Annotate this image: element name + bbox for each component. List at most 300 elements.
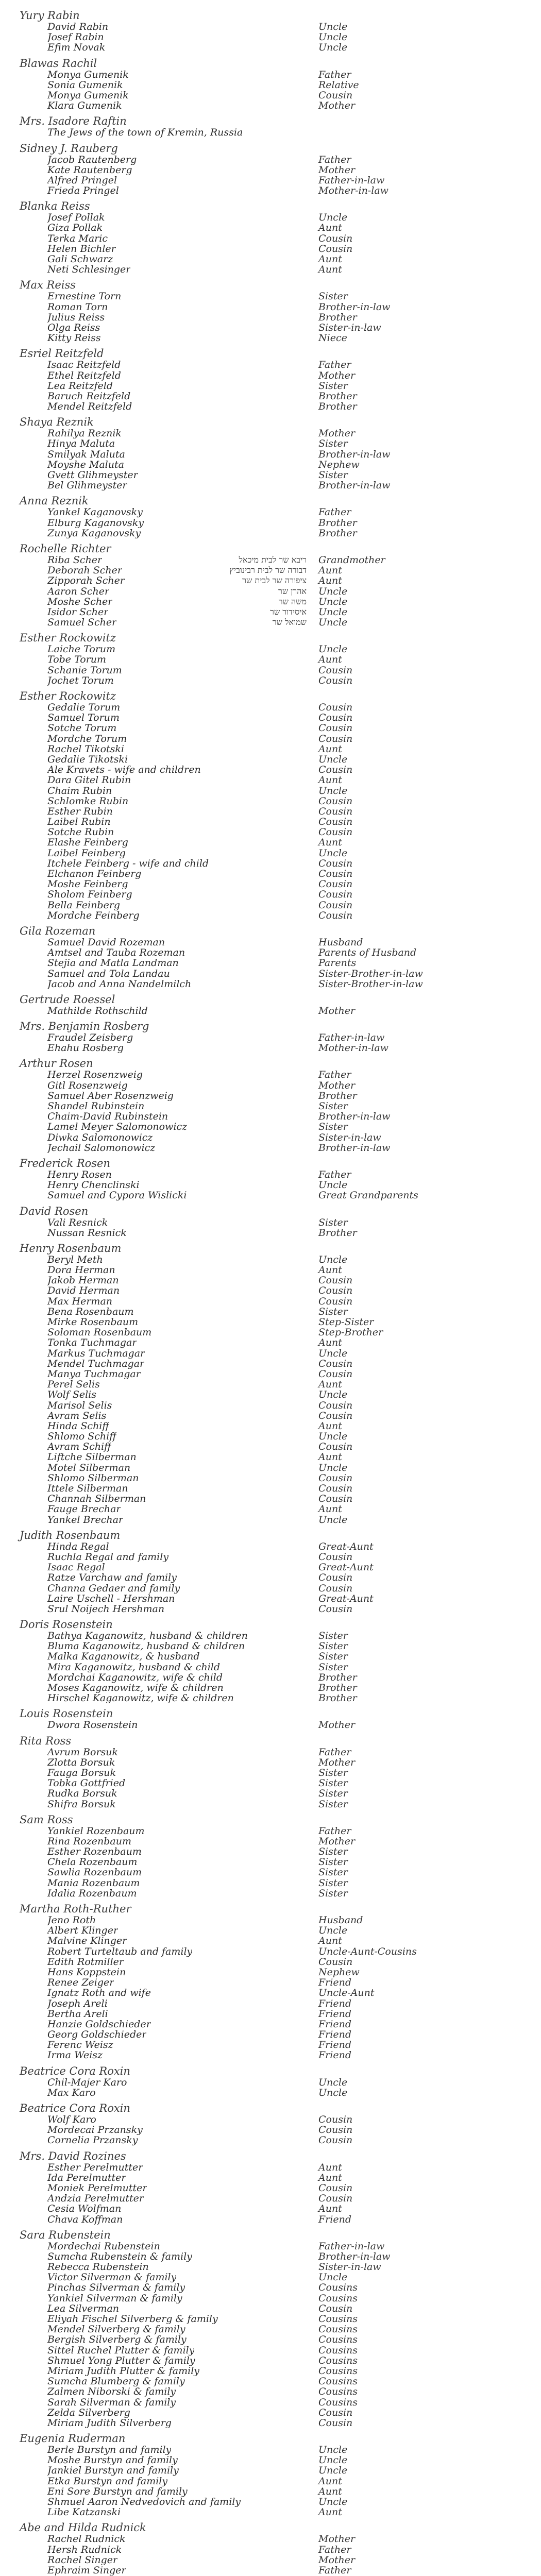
memorial-entry xyxy=(0,254,541,264)
victim-name: The Jews of the town of Kremin, Russia xyxy=(47,127,243,138)
memorial-entry xyxy=(0,1662,541,1672)
memorial-entry xyxy=(0,1389,541,1400)
victim-name: Hinda Regal xyxy=(47,1541,109,1552)
memorial-entry xyxy=(0,744,541,754)
relationship: Cousin xyxy=(318,243,353,255)
relationship: Uncle xyxy=(318,2087,348,2098)
relationship: Uncle xyxy=(318,2076,348,2088)
relationship: Aunt xyxy=(318,565,342,577)
donor-name: Anna Reznik xyxy=(20,495,89,507)
relationship: Cousin xyxy=(318,1441,353,1453)
relationship: Brother-in-law xyxy=(318,2250,391,2262)
victim-name: Moshe Scher xyxy=(47,596,113,607)
victim-name: Zipporah Scher xyxy=(47,575,125,586)
memorial-entry xyxy=(0,127,541,138)
relationship: Uncle xyxy=(318,1347,348,1359)
memorial-entry xyxy=(0,312,541,323)
victim-name: Olga Reiss xyxy=(47,322,100,333)
relationship: Sister xyxy=(318,1798,348,1810)
victim-name: Bluma Kaganowitz, husband & children xyxy=(47,1641,245,1652)
relationship: Mother xyxy=(318,1756,356,1768)
donor-group xyxy=(0,925,541,989)
memorial-entry xyxy=(0,1421,541,1431)
relationship: Uncle xyxy=(318,2454,348,2466)
victim-name: Moniek Perelmutter xyxy=(47,2182,147,2194)
memorial-entry xyxy=(0,2204,541,2214)
relationship: Father xyxy=(318,69,351,80)
relationship: Aunt xyxy=(318,1451,342,1463)
memorial-entry xyxy=(0,2565,541,2575)
victim-name: Sotche Torum xyxy=(47,723,117,734)
victim-name: Rebecca Rubenstein xyxy=(47,2262,149,2273)
relationship: Father xyxy=(318,1825,351,1837)
memorial-entry xyxy=(0,723,541,733)
victim-name: Sittel Ruchel Plutter & family xyxy=(47,2345,195,2355)
relationship: Brother-in-law xyxy=(318,448,391,460)
memorial-entry xyxy=(0,1111,541,1122)
victim-name: Mendel Reitzfeld xyxy=(47,401,132,412)
victim-name: Ruchla Regal and family xyxy=(47,1551,169,1563)
donor-name: Henry Rosenbaum xyxy=(20,1242,122,1255)
memorial-entry xyxy=(0,1442,541,1452)
memorial-entry xyxy=(0,937,541,947)
donor-group xyxy=(0,1529,541,1614)
victim-name: Malka Kaganowitz, & husband xyxy=(47,1651,200,1662)
relationship: Friend xyxy=(318,1977,351,1989)
relationship: Uncle-Aunt-Cousins xyxy=(318,1945,417,1957)
victim-name: Victor Silverman & family xyxy=(47,2272,177,2283)
relationship: Cousin xyxy=(318,674,353,686)
victim-name: Pinchas Silverman & family xyxy=(47,2282,185,2293)
memorial-entry xyxy=(0,1452,541,1462)
victim-name: Lea Reitzfeld xyxy=(47,380,113,391)
victim-name: Jakob Herman xyxy=(47,1275,119,1286)
relationship: Father xyxy=(318,2564,351,2576)
memorial-entry xyxy=(0,1080,541,1091)
victim-name: Samuel Scher xyxy=(47,617,117,628)
memorial-entry xyxy=(0,665,541,675)
memorial-entry xyxy=(0,1504,541,1514)
relationship: Mother xyxy=(318,164,356,176)
hebrew-name: ריבא שר לבית מיכאל xyxy=(239,554,307,565)
victim-name: Mordche Feinberg xyxy=(47,910,140,921)
relationship: Mother xyxy=(318,1005,356,1016)
victim-name: Ehahu Rosberg xyxy=(47,1043,124,1054)
relationship: Mother xyxy=(318,1835,356,1847)
relationship: Cousin xyxy=(318,889,353,901)
relationship: Mother-in-law xyxy=(318,185,388,197)
victim-name: Isaac Regal xyxy=(47,1562,105,1573)
relationship: Brother xyxy=(318,1090,357,1101)
donor-group xyxy=(0,1814,541,1899)
victim-name: Chil-Majer Karo xyxy=(47,2077,127,2088)
hebrew-name: משה שר xyxy=(278,596,307,606)
victim-name: Mendel Tuchmagar xyxy=(47,1358,145,1369)
victim-name: Gali Schwarz xyxy=(47,254,113,265)
victim-name: Ida Perelmutter xyxy=(47,2172,126,2183)
victim-name: Srul Noijech Hershman xyxy=(47,1603,165,1615)
relationship: Uncle xyxy=(318,785,348,796)
donor-group xyxy=(0,1242,541,1525)
relationship: Cousin xyxy=(318,1472,353,1484)
victim-name: Wolf Karo xyxy=(47,2114,96,2125)
memorial-entry xyxy=(0,2262,541,2272)
relationship: Uncle xyxy=(318,643,348,655)
memorial-entry xyxy=(0,1925,541,1936)
relationship: Uncle xyxy=(318,2272,348,2283)
relationship: Husband xyxy=(318,936,363,948)
memorial-entry xyxy=(0,1747,541,1757)
relationship: Great-Aunt xyxy=(318,1592,374,1604)
memorial-entry xyxy=(0,2293,541,2303)
memorial-entry xyxy=(0,2029,541,2040)
relationship: Uncle xyxy=(318,847,348,859)
donor-group xyxy=(0,1157,541,1201)
relationship: Aunt xyxy=(318,774,342,786)
victim-name: Mordchai Kaganowitz, wife & child xyxy=(47,1672,223,1683)
victim-name: Smilyak Maluta xyxy=(47,449,125,460)
donor-group xyxy=(0,495,541,538)
victim-name: Rachel Tikotski xyxy=(47,743,124,754)
memorial-entry xyxy=(0,2272,541,2282)
victim-name: Efim Novak xyxy=(47,42,106,53)
memorial-entry xyxy=(0,1473,541,1483)
memorial-entry xyxy=(0,1541,541,1552)
victim-name: Max Karo xyxy=(47,2087,96,2098)
victim-name: Irma Weisz xyxy=(47,2050,103,2061)
relationship: Uncle xyxy=(318,212,348,224)
victim-name: Sumcha Blumberg & family xyxy=(47,2376,185,2387)
relationship: Sister xyxy=(318,1121,348,1133)
relationship: Cousins xyxy=(318,2354,358,2366)
memorial-entry xyxy=(0,2376,541,2386)
victim-name: Zunya Kaganovsky xyxy=(47,528,141,538)
victim-name: Ale Kravets - wife and children xyxy=(47,765,201,775)
victim-name: Shlomo Silberman xyxy=(47,1472,139,1484)
relationship: Father-in-law xyxy=(318,1032,385,1044)
victim-name: Alfred Pringel xyxy=(47,175,117,186)
relationship: Cousin xyxy=(318,816,353,828)
victim-name: Bertha Areli xyxy=(47,2008,108,2019)
victim-name: Hirschel Kaganowitz, wife & children xyxy=(47,1693,234,1704)
relationship: Cousin xyxy=(318,1399,353,1411)
donor-group xyxy=(0,1735,541,1809)
memorial-entry xyxy=(0,1572,541,1583)
victim-name: Avrum Borsuk xyxy=(47,1747,119,1757)
victim-name: Liftche Silberman xyxy=(47,1452,137,1463)
victim-name: Chela Rozenbaum xyxy=(47,1857,138,1868)
relationship: Cousin xyxy=(318,1295,353,1307)
relationship: Friend xyxy=(318,2039,351,2051)
victim-name: Libe Katzanski xyxy=(47,2507,121,2518)
victim-name: Miriam Judith Silverberg xyxy=(47,2417,172,2429)
victim-name: Terka Maric xyxy=(47,233,108,244)
victim-name: Deborah Scher xyxy=(47,565,122,576)
donor-group xyxy=(0,2521,541,2576)
hebrew-name: שמואל שר xyxy=(272,617,307,628)
memorial-entry xyxy=(0,449,541,460)
relationship: Uncle xyxy=(318,2496,348,2507)
relationship: Aunt xyxy=(318,654,342,666)
donor-name: Sara Rubenstein xyxy=(20,2228,111,2241)
relationship: Cousin xyxy=(318,878,353,890)
donor-name: Esriel Reitzfeld xyxy=(20,347,104,360)
victim-name: Samuel Torum xyxy=(47,713,120,723)
relationship: Mother xyxy=(318,369,356,381)
memorial-entry xyxy=(0,212,541,223)
relationship: Aunt xyxy=(318,1935,342,1947)
memorial-entry xyxy=(0,734,541,744)
relationship: Sister xyxy=(318,1216,348,1228)
relationship: Uncle xyxy=(318,1514,348,1526)
relationship: Brother xyxy=(318,1692,357,1704)
relationship: Grandmother xyxy=(318,554,385,566)
donor-name: Yury Rabin xyxy=(20,9,80,22)
relationship: Parents xyxy=(318,957,357,969)
memorial-entry xyxy=(0,1285,541,1296)
relationship: Aunt xyxy=(318,1503,342,1515)
relationship: Uncle xyxy=(318,1179,348,1191)
relationship: Cousin xyxy=(318,1956,353,1968)
relationship: Sister-in-law xyxy=(318,1131,381,1143)
donor-name: Gila Rozeman xyxy=(20,924,96,937)
memorial-entry xyxy=(0,90,541,100)
relationship: Sister xyxy=(318,1788,348,1800)
victim-name: Jankiel Burstyn and family xyxy=(47,2465,179,2476)
donor-group xyxy=(0,632,541,686)
victim-name: Chaim-David Rubinstein xyxy=(47,1111,168,1122)
victim-name: Shmuel Yong Plutter & family xyxy=(47,2355,195,2366)
relationship: Cousin xyxy=(318,1603,353,1615)
memorial-entry xyxy=(0,2009,541,2019)
memorial-entry xyxy=(0,2135,541,2145)
relationship: Sister xyxy=(318,1100,348,1112)
relationship: Friend xyxy=(318,2029,351,2041)
relationship: Father xyxy=(318,154,351,165)
victim-name: Giza Pollak xyxy=(47,223,103,233)
memorial-entry xyxy=(0,1122,541,1132)
relationship: Sister xyxy=(318,1630,348,1642)
memorial-entry xyxy=(0,848,541,858)
relationship: Brother xyxy=(318,517,357,529)
victim-name: Monya Gumenik xyxy=(47,90,129,101)
victim-name: Soloman Rosenbaum xyxy=(47,1327,152,1338)
memorial-entry xyxy=(0,1631,541,1641)
memorial-entry xyxy=(0,1494,541,1504)
relationship: Father xyxy=(318,359,351,371)
relationship: Father xyxy=(318,1168,351,1180)
memorial-entry xyxy=(0,1846,541,1857)
memorial-entry xyxy=(0,1693,541,1703)
memorial-entry xyxy=(0,2386,541,2397)
relationship: Uncle xyxy=(318,1925,348,1937)
memorial-entry xyxy=(0,2125,541,2135)
victim-name: Lamel Meyer Salomonowicz xyxy=(47,1122,188,1132)
victim-name: Josef Rabin xyxy=(47,32,104,43)
memorial-entry xyxy=(0,702,541,713)
relationship: Cousin xyxy=(318,857,353,869)
victim-name: Marisol Selis xyxy=(47,1400,112,1411)
relationship: Sister xyxy=(318,1767,348,1778)
relationship: Cousin xyxy=(318,2302,353,2314)
relationship: Cousin xyxy=(318,1483,353,1494)
memorial-entry xyxy=(0,2114,541,2125)
memorial-entry xyxy=(0,1070,541,1080)
relationship: Brother-in-law xyxy=(318,301,391,313)
donor-group xyxy=(0,1205,541,1238)
memorial-entry xyxy=(0,947,541,958)
victim-name: David Herman xyxy=(47,1285,120,1296)
relationship: Father xyxy=(318,506,351,518)
relationship: Great-Aunt xyxy=(318,1540,374,1552)
victim-name: Mania Rozenbaum xyxy=(47,1877,140,1888)
memorial-entry xyxy=(0,1915,541,1925)
victim-name: Dora Herman xyxy=(47,1265,115,1276)
relationship: Friend xyxy=(318,2049,351,2061)
memorial-entry xyxy=(0,969,541,979)
victim-name: Zlotta Borsuk xyxy=(47,1757,115,1768)
victim-name: Channa Gedaer and family xyxy=(47,1583,180,1594)
memorial-entry xyxy=(0,70,541,80)
memorial-entry xyxy=(0,1957,541,1967)
relationship: Cousins xyxy=(318,2334,358,2346)
victim-name: Eni Sore Burstyn and family xyxy=(47,2486,188,2497)
memorial-entry xyxy=(0,1515,541,1525)
relationship: Brother xyxy=(318,401,357,413)
victim-name: Laiche Torum xyxy=(47,644,116,655)
memorial-entry xyxy=(0,480,541,490)
victim-name: Cornelia Przansky xyxy=(47,2135,138,2146)
victim-name: Yankiel Silverman & family xyxy=(47,2293,182,2303)
memorial-entry xyxy=(0,185,541,196)
victim-name: Henry Chenclinski xyxy=(47,1180,140,1191)
donor-group xyxy=(0,2432,541,2517)
victim-name: Sholom Feinberg xyxy=(47,889,132,900)
donor-name: Beatrice Cora Roxin xyxy=(20,2102,130,2114)
victim-name: Gitl Rosenzweig xyxy=(47,1080,128,1091)
relationship: Cousins xyxy=(318,2324,358,2335)
memorial-entry xyxy=(0,775,541,785)
relationship: Uncle xyxy=(318,31,348,43)
relationship: Father-in-law xyxy=(318,2240,385,2252)
memorial-entry xyxy=(0,32,541,42)
memorial-entry xyxy=(0,1132,541,1143)
memorial-entry xyxy=(0,1672,541,1683)
donor-group xyxy=(0,279,541,343)
relationship: Uncle xyxy=(318,617,348,629)
memorial-entry xyxy=(0,2355,541,2366)
donor-name: Abe and Hilda Rudnick xyxy=(20,2521,146,2534)
hebrew-name: דבורה שר לבית רבינוביץ xyxy=(229,565,307,575)
victim-name: Jacob and Anna Nandelmilch xyxy=(47,978,192,989)
relationship: Aunt xyxy=(318,837,342,849)
memorial-entry xyxy=(0,1604,541,1614)
memorial-entry xyxy=(0,1826,541,1836)
memorial-entry xyxy=(0,1967,541,1977)
memorial-entry xyxy=(0,2324,541,2334)
relationship: Sister xyxy=(318,291,348,302)
memorial-entry xyxy=(0,1463,541,1473)
relationship: Cousin xyxy=(318,2134,353,2146)
memorial-entry xyxy=(0,2345,541,2355)
victim-name: Ittele Silberman xyxy=(47,1483,128,1494)
memorial-entry xyxy=(0,1594,541,1604)
relationship: Cousin xyxy=(318,664,353,676)
memorial-entry xyxy=(0,2162,541,2173)
memorial-entry xyxy=(0,786,541,796)
victim-name: Elburg Kaganovsky xyxy=(47,517,144,528)
relationship: Cousin xyxy=(318,868,353,879)
memorial-entry xyxy=(0,617,541,628)
relationship: Father xyxy=(318,1069,351,1081)
victim-name: Ignatz Roth and wife xyxy=(47,1988,151,1998)
memorial-entry xyxy=(0,1348,541,1359)
victim-name: Sawlia Rozenbaum xyxy=(47,1867,142,1878)
memorial-entry xyxy=(0,2077,541,2088)
victim-name: Shandel Rubinstein xyxy=(47,1101,145,1112)
memorial-entry xyxy=(0,1788,541,1799)
relationship: Sister xyxy=(318,1846,348,1858)
donor-group xyxy=(0,993,541,1016)
victim-name: Chava Koffman xyxy=(47,2214,123,2225)
relationship: Uncle xyxy=(318,42,348,54)
relationship: Mother xyxy=(318,2554,356,2566)
victim-name: Rudka Borsuk xyxy=(47,1788,117,1799)
relationship: Aunt xyxy=(318,575,342,587)
memorial-entry xyxy=(0,900,541,910)
relationship: Brother xyxy=(318,311,357,323)
victim-name: Hans Koppstein xyxy=(47,1967,126,1978)
victim-name: Ferenc Weisz xyxy=(47,2040,113,2050)
donor-name: Louis Rosenstein xyxy=(20,1707,113,1720)
memorial-entry xyxy=(0,1217,541,1228)
memorial-entry xyxy=(0,428,541,438)
victim-name: Riba Scher xyxy=(47,554,103,566)
victim-name: Jeno Roth xyxy=(47,1915,96,1926)
memorial-entry xyxy=(0,2486,541,2497)
relationship: Sister-in-law xyxy=(318,321,381,333)
memorial-entry xyxy=(0,675,541,686)
victim-name: Miriam Judith Plutter & family xyxy=(47,2365,200,2377)
victim-name: Herzel Rosenzweig xyxy=(47,1070,143,1080)
relationship: Father-in-law xyxy=(318,174,385,186)
donor-group xyxy=(0,416,541,490)
memorial-entry xyxy=(0,575,541,586)
victim-name: Schanie Torum xyxy=(47,665,122,675)
donor-group xyxy=(0,1057,541,1153)
donor-group xyxy=(0,1020,541,1053)
victim-name: Edith Rotmiller xyxy=(47,1956,124,1967)
relationship: Cousin xyxy=(318,1582,353,1594)
victim-name: Tobe Torum xyxy=(47,654,107,665)
memorial-entry xyxy=(0,654,541,665)
donor-name: Mrs. Benjamin Rosberg xyxy=(20,1020,149,1033)
donor-group xyxy=(0,543,541,628)
memorial-entry xyxy=(0,1836,541,1846)
victim-name: Aaron Scher xyxy=(47,586,110,597)
memorial-entry xyxy=(0,1190,541,1200)
relationship: Father xyxy=(318,2544,351,2555)
memorial-entry xyxy=(0,1988,541,1998)
donor-group xyxy=(0,2150,541,2225)
memorial-entry xyxy=(0,817,541,827)
memorial-entry xyxy=(0,1998,541,2009)
victim-name: Ephraim Singer xyxy=(47,2565,126,2576)
victim-name: Idalia Rozenbaum xyxy=(47,1888,137,1899)
relationship: Sister xyxy=(318,438,348,450)
relationship: Cousin xyxy=(318,1572,353,1584)
victim-name: Tobka Gottfried xyxy=(47,1778,126,1789)
